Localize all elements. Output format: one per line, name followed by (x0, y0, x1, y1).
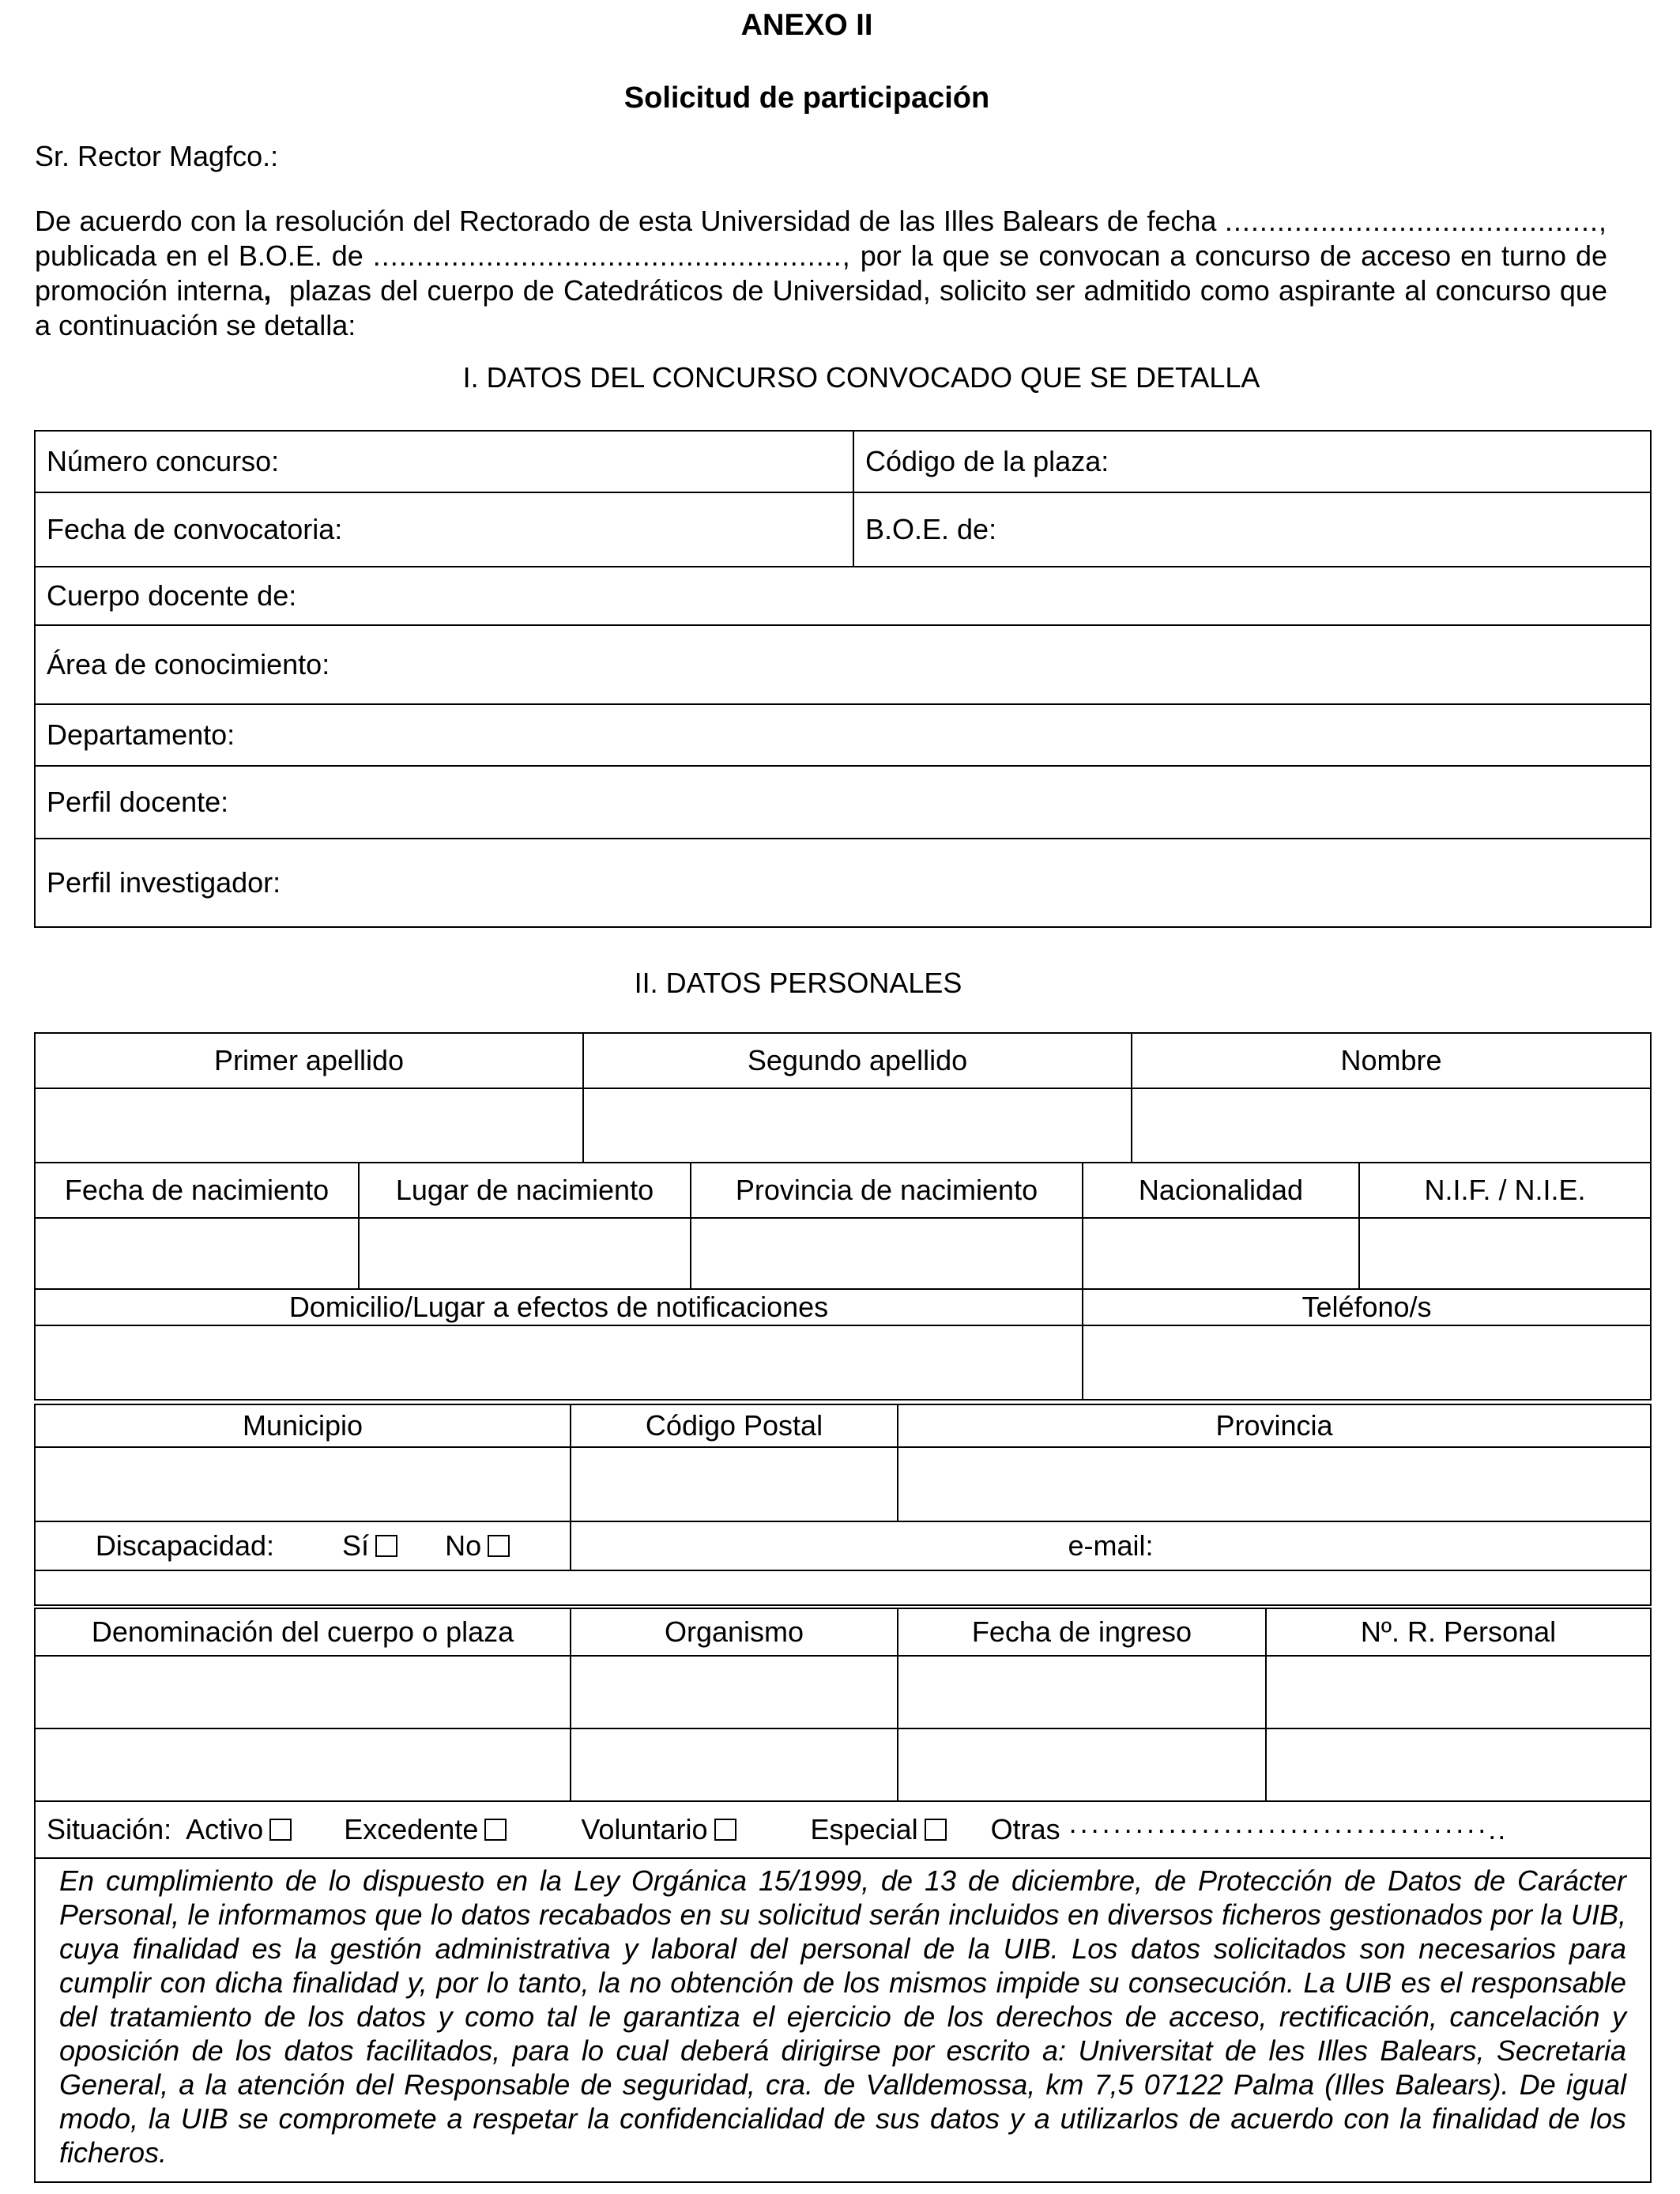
nombre-header: Nombre (1132, 1033, 1651, 1088)
intro-part3: por la que se convocan a concurso de acceso en turno de promoción interna (35, 239, 1607, 307)
area-conocimiento-label: Área de conocimiento: (47, 648, 330, 681)
municipality-table (34, 1404, 1652, 1522)
nacionalidad-header: Nacionalidad (1083, 1163, 1359, 1218)
otras-field[interactable]: ······································.. (1068, 1813, 1508, 1846)
lugar-nacimiento-header: Lugar de nacimiento (359, 1163, 691, 1218)
denominacion-header: Denominación del cuerpo o plaza (35, 1608, 571, 1656)
no-label: No (445, 1529, 482, 1563)
section2-heading: II. DATOS PERSONALES (634, 967, 962, 999)
municipio-input[interactable] (35, 1447, 571, 1521)
intro-paragraph (35, 204, 1607, 343)
primer-apellido-input[interactable] (35, 1088, 583, 1163)
organismo-input-2[interactable] (571, 1728, 898, 1801)
si-label: Sí (342, 1529, 370, 1563)
segundo-apellido-header: Segundo apellido (583, 1033, 1132, 1088)
form-title: Solicitud de participación (623, 81, 990, 115)
birth-data-table (34, 1162, 1652, 1290)
nro-personal-input-2[interactable] (1266, 1728, 1651, 1801)
cuerpo-docente-label: Cuerpo docente de: (47, 579, 297, 613)
especial-checkbox[interactable] (925, 1819, 947, 1841)
organismo-header: Organismo (571, 1608, 898, 1656)
provincia-nacimiento-header: Provincia de nacimiento (691, 1163, 1083, 1218)
telefonos-header: Teléfono/s (1083, 1289, 1651, 1325)
fecha-ingreso-header: Fecha de ingreso (898, 1608, 1266, 1656)
annex-title: ANEXO II (740, 9, 873, 42)
departamento-label: Departamento: (47, 718, 235, 752)
nro-personal-input-1[interactable] (1266, 1656, 1651, 1728)
codigo-plaza-label: Código de la plaza: (865, 445, 1109, 478)
nacionalidad-input[interactable] (1083, 1218, 1359, 1289)
fecha-convocatoria-label: Fecha de convocatoria: (47, 513, 343, 546)
cuerpo-docente-field[interactable] (35, 567, 1651, 625)
fecha-ingreso-input-1[interactable] (898, 1656, 1266, 1728)
situacion-row (35, 1801, 1651, 1858)
telefonos-input[interactable] (1083, 1325, 1651, 1400)
fecha-convocatoria-field[interactable] (35, 492, 853, 567)
email-header: e-mail: (571, 1521, 1651, 1570)
names-table (34, 1032, 1652, 1163)
no-checkbox[interactable] (488, 1535, 510, 1557)
nombre-input[interactable] (1132, 1088, 1651, 1163)
organismo-input-1[interactable] (571, 1656, 898, 1728)
disability-email-table (34, 1521, 1652, 1606)
provincia-nacimiento-input[interactable] (691, 1218, 1083, 1289)
denominacion-input-2[interactable] (35, 1728, 571, 1801)
boe-de-field[interactable] (853, 492, 1651, 567)
perfil-investigador-field[interactable] (35, 839, 1651, 927)
situacion-label: Situación: (47, 1813, 172, 1846)
fecha-ingreso-input-2[interactable] (898, 1728, 1266, 1801)
lugar-nacimiento-input[interactable] (359, 1218, 691, 1289)
resolution-date-field[interactable]: ..........................................., (1224, 205, 1607, 237)
primer-apellido-header: Primer apellido (35, 1033, 583, 1088)
voluntario-checkbox[interactable] (714, 1819, 736, 1841)
domicilio-header: Domicilio/Lugar a efectos de notificaciones (35, 1289, 1083, 1325)
perfil-investigador-label: Perfil investigador: (47, 866, 281, 899)
codigo-postal-input[interactable] (571, 1447, 898, 1521)
numero-concurso-field[interactable] (35, 431, 853, 492)
provincia-input[interactable] (898, 1447, 1651, 1521)
situation-legal-table (34, 1800, 1652, 2183)
municipio-header: Municipio (35, 1404, 571, 1447)
discapacidad-cell (35, 1521, 571, 1570)
codigo-postal-header: Código Postal (571, 1404, 898, 1447)
intro-part2: publicada en el B.O.E. de (35, 239, 363, 272)
otras-label: Otras (990, 1813, 1060, 1846)
perfil-docente-field[interactable] (35, 766, 1651, 839)
activo-label: Activo (186, 1813, 264, 1846)
nif-nie-input[interactable] (1359, 1218, 1651, 1289)
data-protection-notice: En cumplimiento de lo dispuesto en la Ley Orgánica 15/1999, de 13 de diciembre, de Protección de Datos de Carácter Personal, le informamos que lo datos recabados en su solicitud serán incluidos en diversos ficheros gestionados por la UIB, cuya finalidad es la gestión administrativa y laboral del personal de la UIB. Los datos solicitados son necesarios para cumplir con dicha finalidad y, por lo tanto, la no obtención de los mismos impide su consecución. La UIB es el responsable del tratamiento de los datos y como tal le garantiza el ejercicio de los derechos de acceso, rectificación, cancelación y oposición de los datos facilitados, para lo cual deberá dirigirse por escrito a: Universitat de les Illes Balears, Secretaria General, a la atención del Responsable de seguridad, cra. de Valldemossa, km 7,5 07122 Palma (Illes Balears). De igual modo, la UIB se compromete a respetar la confidencialidad de sus datos y a utilizarlos de acuerdo con la finalidad de los ficheros. (35, 1858, 1651, 2182)
employment-table (34, 1608, 1652, 1802)
si-checkbox[interactable] (375, 1535, 397, 1557)
codigo-plaza-field[interactable] (853, 431, 1651, 492)
excedente-checkbox[interactable] (484, 1819, 507, 1841)
departamento-field[interactable] (35, 704, 1651, 766)
numero-concurso-label: Número concurso: (47, 445, 280, 478)
intro-part1: De acuerdo con la resolución del Rectorado de esta Universidad de las Illes Balears de fecha (35, 205, 1217, 237)
discapacidad-label: Discapacidad: (95, 1529, 274, 1563)
activo-checkbox[interactable] (269, 1819, 292, 1841)
area-conocimiento-field[interactable] (35, 625, 1651, 704)
intro-comma: , (263, 274, 272, 307)
intro-part4: plazas del cuerpo de Catedráticos de Universidad, solicito ser admitido como aspirante al concurso que a continuación se detalla: (35, 274, 1607, 341)
domicilio-input[interactable] (35, 1325, 1083, 1400)
salutation: Sr. Rector Magfco.: (35, 140, 279, 172)
contest-data-table (34, 430, 1652, 928)
section1-heading: I. DATOS DEL CONCURSO CONVOCADO QUE SE DETALLA (462, 361, 1260, 394)
excedente-label: Excedente (344, 1813, 479, 1846)
provincia-header: Provincia (898, 1404, 1651, 1447)
segundo-apellido-input[interactable] (583, 1088, 1132, 1163)
perfil-docente-label: Perfil docente: (47, 786, 229, 819)
nif-nie-header: N.I.F. / N.I.E. (1359, 1163, 1651, 1218)
voluntario-label: Voluntario (581, 1813, 708, 1846)
especial-label: Especial (810, 1813, 918, 1846)
nro-personal-header: Nº. R. Personal (1266, 1608, 1651, 1656)
address-table (34, 1288, 1652, 1400)
boe-de-label: B.O.E. de: (865, 513, 997, 546)
fecha-nacimiento-input[interactable] (35, 1218, 359, 1289)
denominacion-input-1[interactable] (35, 1656, 571, 1728)
fecha-nacimiento-header: Fecha de nacimiento (35, 1163, 359, 1218)
boe-date-field[interactable]: ......................................................, (372, 239, 851, 272)
email-input[interactable] (35, 1570, 1651, 1605)
